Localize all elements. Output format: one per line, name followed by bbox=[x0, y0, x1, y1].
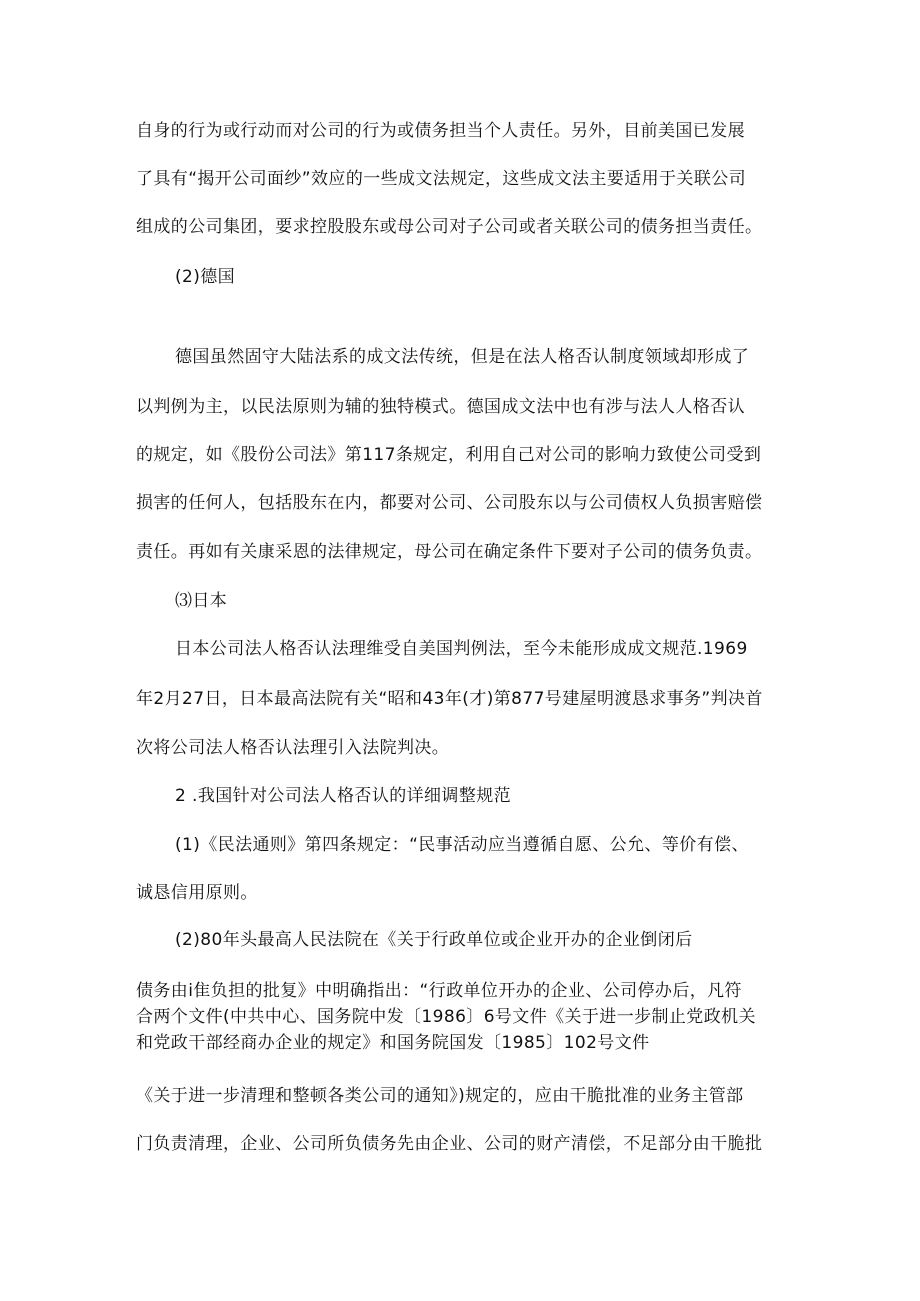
text-line: 门负责清理，企业、公司所负债务先由企业、公司的财产清偿，不足部分由干脆批 bbox=[136, 1134, 763, 1154]
text-line: 组成的公司集团，要求控股股东或母公司对子公司或者关联公司的债务担当责任。 bbox=[136, 217, 763, 237]
section-heading-germany: (2)德国 bbox=[175, 267, 236, 287]
text-line: 自身的行为或行动而对公司的行为或债务担当个人责任。另外，目前美国已发展 bbox=[136, 121, 745, 141]
text-line: 《关于进一步清理和整顿各类公司的通知》)规定的，应由干脆批准的业务主管部 bbox=[136, 1086, 744, 1106]
text-line: 的规定，如《股份公司法》第117条规定，利用自己对公司的影响力致使公司受到 bbox=[136, 445, 762, 465]
text-line: 德国虽然固守大陆法系的成文法传统，但是在法人格否认制度领域却形成了 bbox=[175, 347, 750, 367]
text-line: 债务由i隹负担的批复》中明确指出：“行政单位开办的企业、公司停办后，凡符 bbox=[136, 981, 742, 1001]
text-line: 责任。再如有关康采恩的法律规定，母公司在确定条件下要对子公司的债务负责。 bbox=[136, 542, 763, 562]
text-line: 日本公司法人格否认法理维受自美国判例法，至今未能形成成文规范.1969 bbox=[175, 639, 748, 659]
text-line: 了具有“揭开公司面纱”效应的一些成文法规定，这些成文法主要适用于关联公司 bbox=[136, 169, 747, 189]
text-line: 年2月27日，日本最高法院有关“昭和43年(才)第877号建屋明渡恳求事务”判决首 bbox=[136, 689, 763, 709]
text-line: 次将公司法人格否认法理引入法院判决。 bbox=[136, 738, 450, 758]
section-heading-japan: ⑶日本 bbox=[175, 591, 228, 611]
section-heading-china: 2 .我国针对公司法人格否认的详细调整规范 bbox=[175, 786, 512, 806]
text-line: 损害的任何人，包括股东在内，都要对公司、公司股东以与公司债权人负损害赔偿 bbox=[136, 493, 763, 513]
text-line: 以判例为主，以民法原则为辅的独特模式。德国成文法中也有涉与法人人格否认 bbox=[136, 397, 745, 417]
text-line: (1)《民法通则》第四条规定：“民事活动应当遵循自愿、公允、等价有偿、 bbox=[175, 835, 749, 855]
text-line: 和党政干部经商办企业的规定》和国务院国发〔1985〕102号文件 bbox=[136, 1033, 650, 1053]
text-line: 诚恳信用原则。 bbox=[136, 883, 258, 903]
text-line: (2)80年头最高人民法院在《关于行政单位或企业开办的企业倒闭后 bbox=[175, 930, 693, 950]
text-line: 合两个文件(中共中心、国务院中发〔1986〕6号文件《关于进一步制止党政机关 bbox=[136, 1007, 756, 1027]
